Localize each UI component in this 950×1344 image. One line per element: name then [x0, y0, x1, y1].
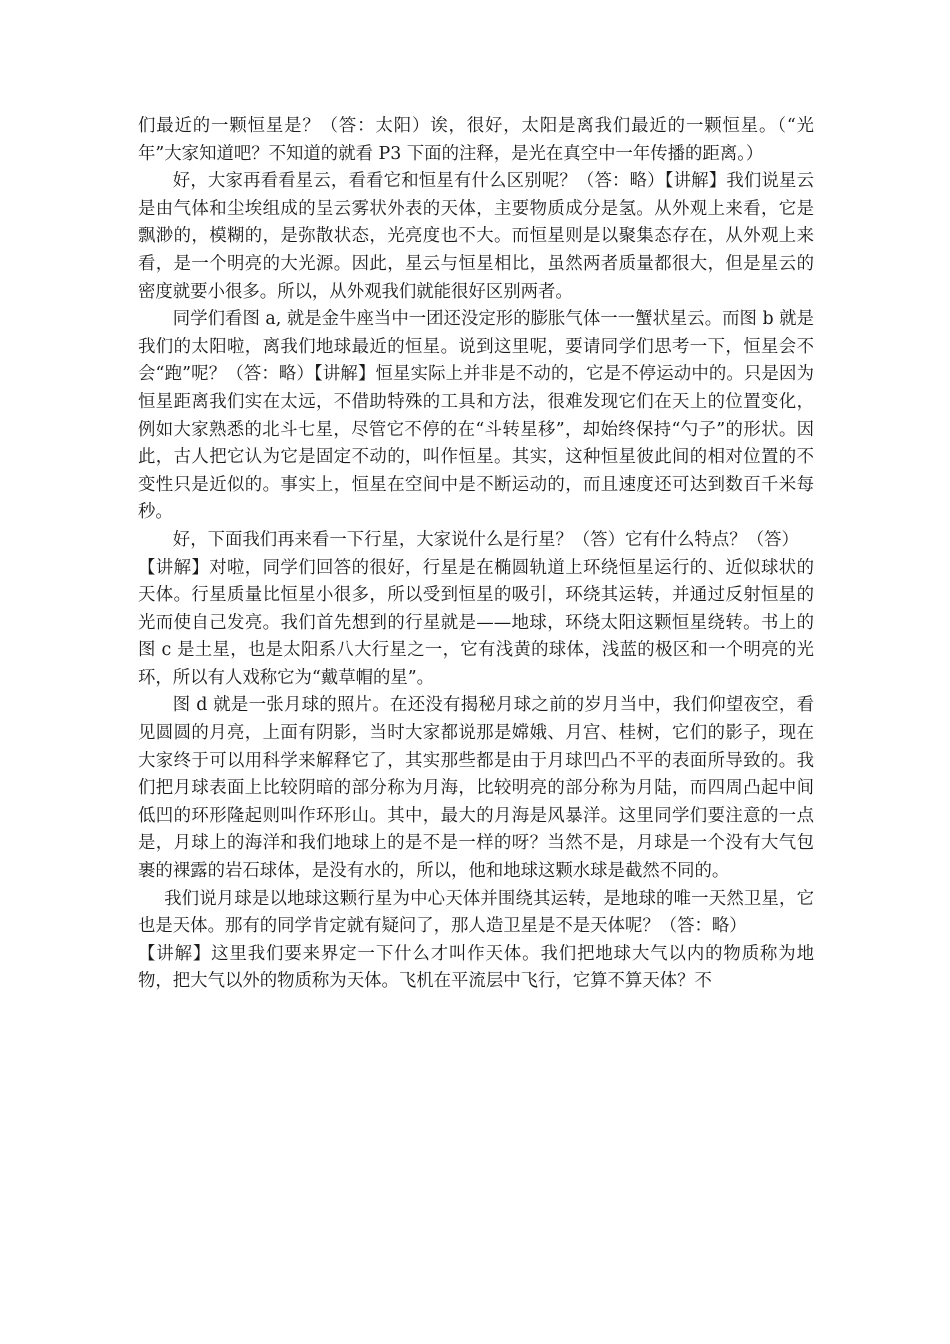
- document-page: [138, 113, 814, 996]
- paragraph-6: 图 d 就是一张月球的照片。在还没有揭秘月球之前的岁月当中，我们仰望夜空，看见圆圆的月亮，上面有阴影，当时大家都说那是嫦娥、月宫、桂树，它们的影子，现在大家终于可以用科学来解释它了，其实那些都是由于月球凹凸不平的表面所导致的。我们把月球表面上比较阴暗的部分称为月海，比较明亮的部分称为月陆，而四周凸起中间低凹的环形隆起则叫作环形山。其中，最大的月海是风暴洋。这里同学们要注意的一点是，月球上的海洋和我们地球上的是不是一样的呀？当然不是，月球是一个没有大气包裹的裸露的岩石球体，是没有水的，所以，他和地球这颗水球是截然不同的。: [138, 695, 814, 882]
- paragraph-8: 【讲解】这里我们要来界定一下什么才叫作天体。我们把地球大气以内的物质称为地物，把大气以外的物质称为天体。飞机在平流层中飞行，它算不算天体？不: [138, 943, 814, 992]
- paragraph-4: 好，下面我们再来看一下行星，大家说什么是行星？（答）它有什么特点？（答）: [172, 529, 799, 550]
- paragraph-2: 好，大家再看看星云，看看它和恒星有什么区别呢？（答：略）【讲解】我们说星云是由气体和尘埃组成的呈云雾状外表的天体，主要物质成分是氢。从外观上来看，它是飘渺的，模糊的，是弥散状态，光亮度也不大。而恒星则是以聚集态存在，从外观上来看，是一个明亮的大光源。因此，星云与恒星相比，虽然两者质量都很大，但是星云的密度就要小很多。所以，从外观我们就能很好区别两者。: [138, 171, 814, 302]
- paragraph-5: 【讲解】对啦，同学们回答的很好，行星是在椭圆轨道上环绕恒星运行的、近似球状的天体。行星质量比恒星小很多，所以受到恒星的吸引，环绕其运转，并通过反射恒星的光而使自己发亮。我们首先想到的行星就是——地球，环绕太阳这颗恒星绕转。书上的图 c 是土星，也是太阳系八大行星之一，它有浅黄的球体，浅蓝的极区和一个明亮的光环，所以有人戏称它为“戴草帽的星”。: [138, 557, 814, 688]
- paragraph-3: 同学们看图 a, 就是金牛座当中一团还没定形的膨胀气体一一蟹状星云。而图 b 就是我们的太阳啦，离我们地球最近的恒星。说到这里呢，要请同学们思考一下，恒星会不会“跑”呢？（答：略）【讲解】恒星实际上并非是不动的，它是不停运动中的。只是因为恒星距离我们实在太远，不借助特殊的工具和方法，很难发现它们在天上的位置变化，例如大家熟悉的北斗七星，尽管它不停的在“斗转星移”，却始终保持“勺子”的形状。因此，古人把它认为它是固定不动的，叫作恒星。其实，这种恒星彼此间的相对位置的不变性只是近似的。事实上，恒星在空间中是不断运动的，而且速度还可达到数百千米每秒。: [138, 309, 814, 523]
- paragraph-1: 们最近的一颗恒星是？（答：太阳）诶，很好，太阳是离我们最近的一颗恒星。（“光年”大家知道吧？不知道的就看 P3 下面的注释，是光在真空中一年传播的距离。）: [138, 116, 814, 164]
- paragraph-7: 我们说月球是以地球这颗行星为中心天体并围绕其运转，是地球的唯一天然卫星，它也是天体。那有的同学肯定就有疑问了，那人造卫星是不是天体呢？（答：略）: [138, 888, 814, 937]
